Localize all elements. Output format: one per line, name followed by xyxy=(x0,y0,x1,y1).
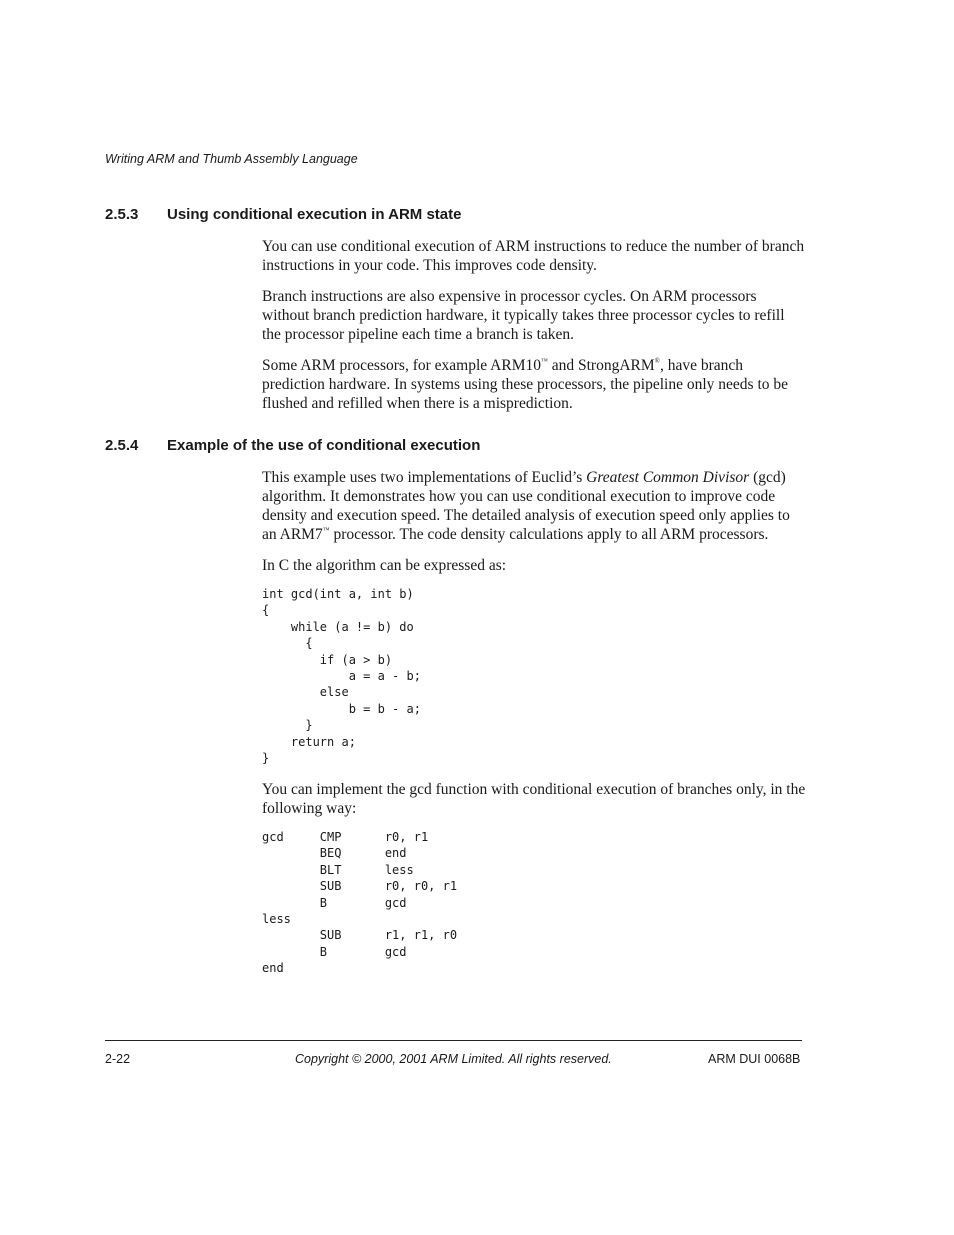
page-number: 2-22 xyxy=(105,1052,131,1066)
section-title: Using conditional execution in ARM state xyxy=(167,206,462,223)
asm-code-block: gcd CMP r0, r1 BEQ end BLT less SUB r0, r0, r1 B gcd less SUB r1, r1, r0 B gcd end xyxy=(262,830,458,976)
section-number: 2.5.3 xyxy=(105,206,139,223)
running-header: Writing ARM and Thumb Assembly Language xyxy=(105,152,358,166)
paragraph: You can use conditional execution of ARM instructions to reduce the number of branch instructions in your code. This improves code density. xyxy=(262,238,805,274)
c-code-block: int gcd(int a, int b) { while (a != b) do { if (a > b) a = a - b; else b = b - a; } return a; } xyxy=(262,587,421,766)
emphasis: Greatest Common Divisor xyxy=(586,469,750,486)
section-number: 2.5.4 xyxy=(105,437,139,454)
trademark-symbol: ™ xyxy=(322,526,330,534)
paragraph: This example uses two implementations of Euclid’s Greatest Common Divisor (gcd) algorithm. It demonstrates how you can use conditional execution to improve code density and execution speed. The detailed analysis of execution speed only applies to an ARM7™ processor. The code density calculations apply to all ARM processors. xyxy=(262,469,790,543)
footer-rule xyxy=(105,1040,802,1041)
paragraph: Branch instructions are also expensive in processor cycles. On ARM processors without branch prediction hardware, it typically takes three processor cycles to refill the processor pipeline each time a branch is taken. xyxy=(262,288,785,343)
section-2-5-4-body-cont xyxy=(262,780,807,818)
copyright-notice: Copyright © 2000, 2001 ARM Limited. All rights reserved. xyxy=(295,1052,612,1066)
registered-symbol: ® xyxy=(654,357,660,365)
section-2-5-4-body xyxy=(262,468,807,575)
section-2-5-3-body xyxy=(262,237,807,413)
paragraph: Some ARM processors, for example ARM10™ and StrongARM®, have branch prediction hardware. In systems using these processors, the pipeline only needs to be flushed and refilled when there is a misprediction. xyxy=(262,357,789,412)
section-heading-2-5-3 xyxy=(105,206,461,223)
section-heading-2-5-4 xyxy=(105,437,480,454)
trademark-symbol: ™ xyxy=(540,357,548,365)
paragraph: You can implement the gcd function with conditional execution of branches only, in the following way: xyxy=(262,781,806,817)
section-title: Example of the use of conditional execution xyxy=(167,437,481,454)
paragraph: In C the algorithm can be expressed as: xyxy=(262,557,507,574)
document-id: ARM DUI 0068B xyxy=(708,1052,801,1066)
